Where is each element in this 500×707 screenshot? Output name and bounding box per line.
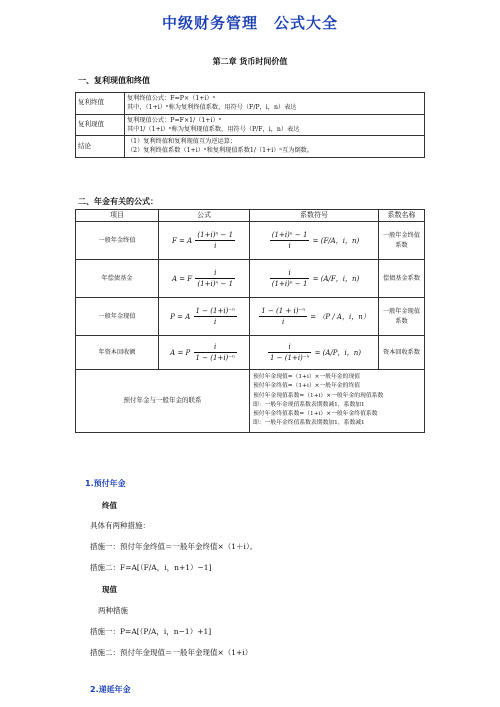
coef-numerator: i <box>270 268 310 280</box>
formula-numerator: 1 − (1+i)⁻ⁿ <box>194 306 237 318</box>
formula-lhs: A = P <box>170 348 191 357</box>
column-header: 项目 <box>76 210 159 222</box>
row-item: 一般年金现值 <box>76 298 159 336</box>
chapter-heading: 第二章 货币时间价值 <box>212 56 288 66</box>
row-line: 其中，（1+i）ⁿ称为复利终值系数，用符号（F/P，i，n）表达 <box>127 104 297 112</box>
row-item: 年偿债基金 <box>76 260 159 298</box>
table-row <box>76 136 425 158</box>
table-row <box>76 114 425 136</box>
section-heading-compound: 一、复利现值和终值 <box>78 75 150 85</box>
relation-line: 即：一般年金终值系数表期数加1，系数减1 <box>253 420 365 427</box>
coefficient-name: 一般年金现值系数 <box>379 298 425 336</box>
relation-label: 预付年金与一般年金的联系 <box>76 370 250 433</box>
table-row <box>76 93 425 115</box>
coef-numerator: 1 − (1 + i)⁻ⁿ <box>259 306 307 318</box>
row-line: （2）复利终值系数（1+i）ⁿ和复利现值系数1/（1+i）ⁿ互为倒数。 <box>127 147 314 155</box>
document-title: 中级财务管理 公式大全 <box>161 14 338 32</box>
row-label: 复利终值 <box>76 93 125 115</box>
relation-content <box>250 370 425 433</box>
formula-numerator: (1+i)ⁿ − 1 <box>195 230 235 242</box>
row-content <box>125 136 425 158</box>
relation-line: 预付年金现值=（1+i）×一般年金的现值 <box>253 374 361 380</box>
coef-numerator: i <box>268 342 311 354</box>
table-row <box>76 222 425 260</box>
coef-symbol: = (F/A，i，n) <box>312 236 360 245</box>
table-row <box>76 298 425 336</box>
relation-line: 预付年金现值系数=（1+i）×一般年金的现值系数 <box>253 392 384 399</box>
formula-lhs: P = A <box>170 312 191 321</box>
row-label: 结论 <box>76 136 125 158</box>
coef-denominator: 1 − (1+i)⁻ⁿ <box>270 354 310 362</box>
column-header: 公式 <box>159 210 250 222</box>
coef-denominator: i <box>282 318 285 326</box>
table-row <box>76 336 425 370</box>
coef-numerator: (1+i)ⁿ − 1 <box>270 230 310 242</box>
table-row <box>76 260 425 298</box>
list-heading-prepaid: 1.预付年金 <box>85 479 126 488</box>
formula-cell <box>159 260 250 298</box>
table-row <box>76 370 425 433</box>
coefficient-name: 偿债基金系数 <box>379 260 425 298</box>
row-label: 复利现值 <box>76 114 125 136</box>
coef-symbol: = (A/P，i，n) <box>314 348 361 357</box>
coef-symbol: = (A/F，i，n) <box>312 274 360 283</box>
row-line: 复利终值公式：F=P×（1+i）ⁿ <box>127 95 216 102</box>
relation-line: 即：一般年金现值系数表期数减1，系数加1 <box>253 401 365 408</box>
row-line: （1）复利终值和复利现值互为逆运算； <box>127 138 237 146</box>
formula-denominator: i <box>214 242 217 250</box>
formula-numerator: i <box>195 268 235 280</box>
formula-cell <box>159 336 250 370</box>
relation-line: 预付年金终值=（1+i）×一般年金的终值 <box>253 383 361 390</box>
coef-symbol: = （P / A，i，n） <box>310 312 370 321</box>
body-text: 措施二：预付年金现值＝一般年金现值×（1+i） <box>90 648 253 657</box>
subheading-present-value: 现值 <box>102 585 117 594</box>
table-header-row <box>76 210 425 222</box>
column-header: 系数名称 <box>379 210 425 222</box>
compound-value-table <box>75 92 425 158</box>
coef-denominator: (1+i)ⁿ − 1 <box>271 280 308 288</box>
formula-numerator: i <box>194 342 237 354</box>
annuity-formula-table <box>75 209 425 433</box>
coefficient-cell <box>250 260 379 298</box>
coefficient-cell <box>250 336 379 370</box>
relation-line: 预付年金终值系数=（1+i）×一般年金终值系数 <box>253 411 378 418</box>
list-heading-deferred: 2.递延年金 <box>90 685 131 694</box>
row-content <box>125 114 425 136</box>
coefficient-name: 一般年金终值系数 <box>379 222 425 260</box>
body-text: 措施一：预付年金终值＝一般年金终值×（1＋i）。 <box>90 542 258 551</box>
body-text: 措施二：F=A[（F/A，i，n+1）−1] <box>90 563 212 572</box>
formula-denominator: 1 − (1+i)⁻ⁿ <box>195 354 235 362</box>
body-text: 措施一：P=A[（P/A，i，n−1）+1] <box>90 627 212 636</box>
row-line: 其中1/（1+i）ⁿ称为复利现值系数，用符号（P/F，i，n）表达 <box>127 125 300 133</box>
coefficient-name: 资本回收系数 <box>379 336 425 370</box>
row-item: 年资本回收额 <box>76 336 159 370</box>
coef-denominator: i <box>288 242 291 250</box>
formula-denominator: i <box>214 318 217 326</box>
body-text: 具体有两种措施： <box>90 521 150 530</box>
row-content <box>125 93 425 115</box>
subheading-future-value: 终值 <box>102 501 117 510</box>
section-heading-annuity: 二、年金有关的公式： <box>78 196 158 206</box>
column-header: 系数符号 <box>250 210 379 222</box>
formula-denominator: (1+i)ⁿ − 1 <box>197 280 234 288</box>
coefficient-cell <box>250 298 379 336</box>
row-line: 复利现值公式：P=F×1/（1+i）ⁿ <box>127 116 222 124</box>
formula-cell <box>159 222 250 260</box>
formula-lhs: F = A <box>171 236 193 245</box>
body-text: 两种措施 <box>98 606 128 615</box>
formula-cell <box>159 298 250 336</box>
formula-lhs: A = F <box>171 274 193 283</box>
coefficient-cell <box>250 222 379 260</box>
row-item: 一般年金终值 <box>76 222 159 260</box>
